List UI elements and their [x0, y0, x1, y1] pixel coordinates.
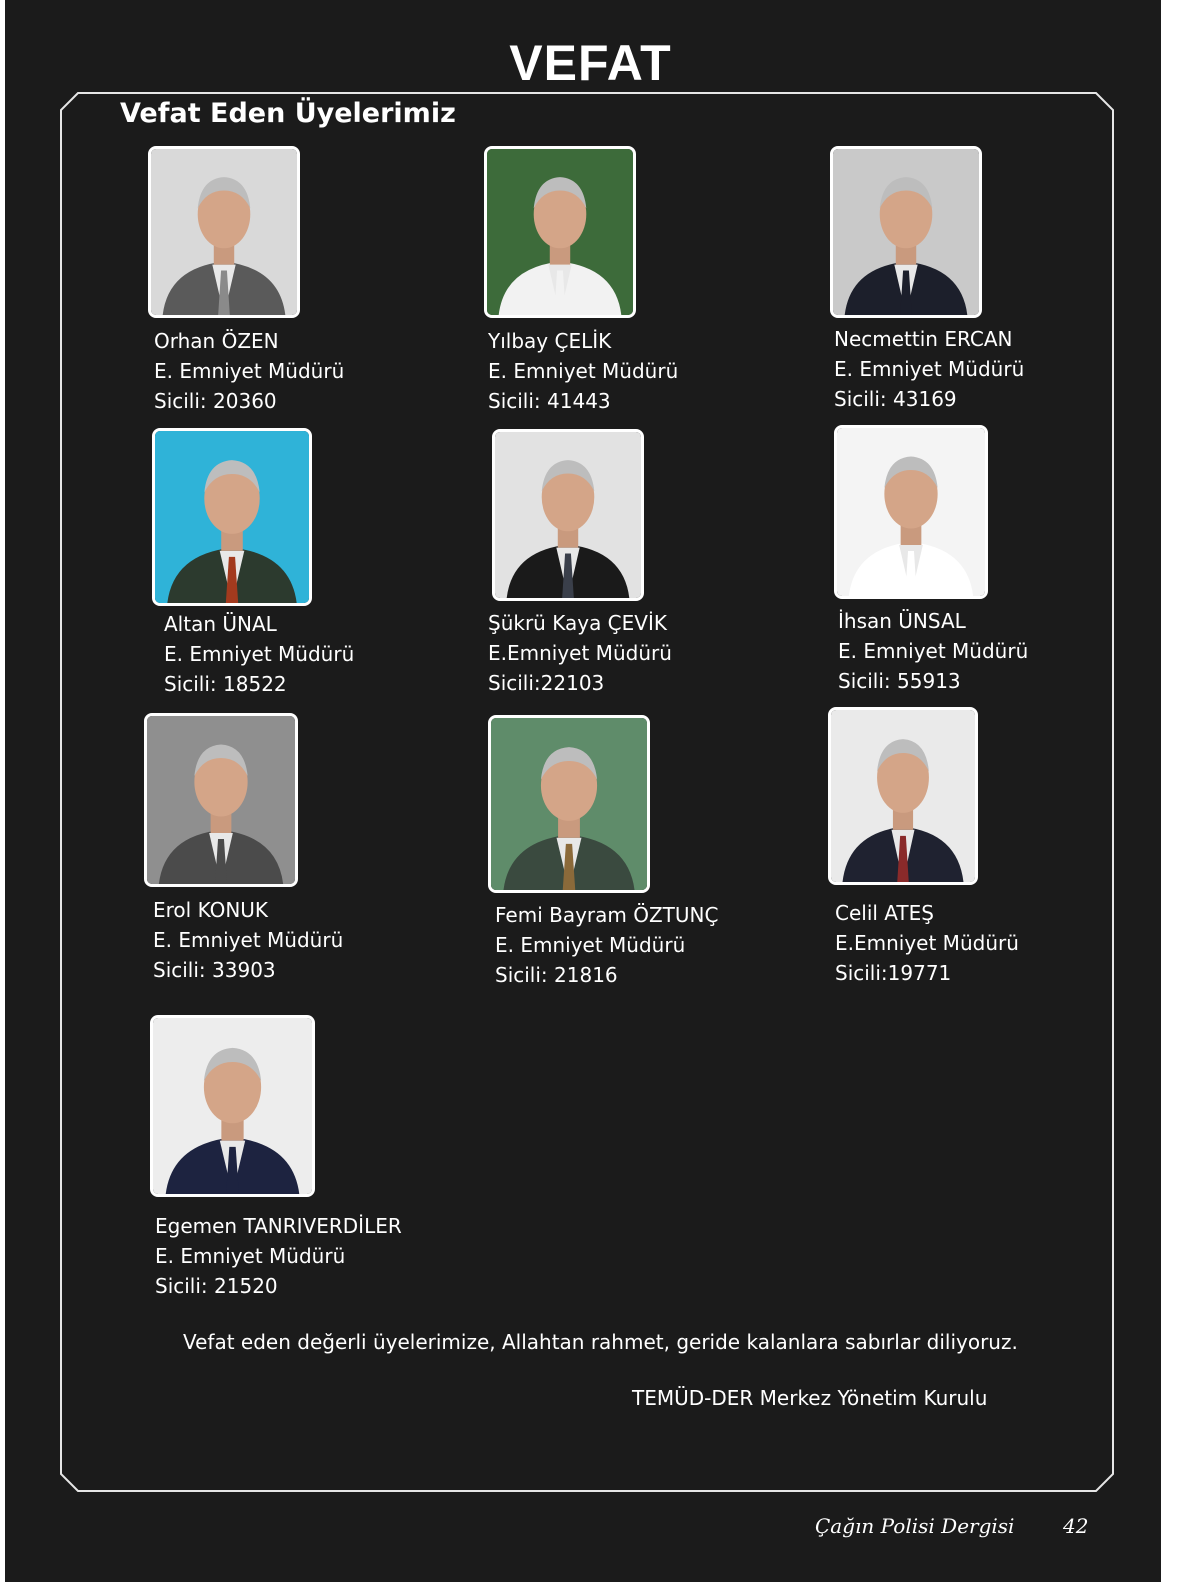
member-name: Necmettin ERCAN — [834, 327, 1013, 351]
member-info — [164, 609, 354, 699]
member-name: Yılbay ÇELİK — [488, 329, 612, 353]
condolence-message: Vefat eden değerli üyelerimize, Allahtan rahmet, geride kalanlara sabırlar diliyoruz. — [183, 1330, 1018, 1354]
member-name: Egemen TANRIVERDİLER — [155, 1214, 402, 1238]
member-title: E. Emniyet Müdürü — [153, 928, 344, 952]
member-title: E. Emniyet Müdürü — [834, 357, 1025, 381]
member-photo — [834, 425, 988, 599]
member-registry: Sicili: 21816 — [495, 963, 618, 987]
member-info — [153, 895, 343, 985]
member-info — [488, 326, 678, 416]
member-photo — [492, 429, 644, 601]
member-name: İhsan ÜNSAL — [838, 609, 966, 633]
member-registry: Sicili: 21520 — [155, 1274, 278, 1298]
member-name: Femi Bayram ÖZTUNÇ — [495, 903, 719, 927]
member-photo — [484, 146, 636, 318]
member-name: Erol KONUK — [153, 898, 269, 922]
member-photo — [150, 1015, 315, 1197]
member-info — [155, 1211, 402, 1301]
member-title: E. Emniyet Müdürü — [838, 639, 1029, 663]
member-registry: Sicili: 41443 — [488, 389, 611, 413]
member-registry: Sicili:22103 — [488, 671, 605, 695]
signature-line: TEMÜD-DER Merkez Yönetim Kurulu — [632, 1386, 988, 1410]
member-name: Altan ÜNAL — [164, 612, 277, 636]
magazine-title: Çağın Polisi Dergisi — [815, 1514, 1015, 1538]
member-photo — [144, 713, 298, 887]
member-title: E. Emniyet Müdürü — [495, 933, 686, 957]
member-title: E. Emniyet Müdürü — [155, 1244, 346, 1268]
member-registry: Sicili: 18522 — [164, 672, 287, 696]
member-registry: Sicili: 55913 — [838, 669, 961, 693]
section-title: Vefat Eden Üyelerimiz — [120, 98, 456, 129]
member-photo — [488, 715, 650, 893]
member-name: Şükrü Kaya ÇEVİK — [488, 611, 667, 635]
page-heading: VEFAT — [509, 35, 672, 91]
member-name: Orhan ÖZEN — [154, 329, 279, 353]
member-photo — [148, 146, 300, 318]
member-photo — [828, 707, 978, 885]
member-registry: Sicili: 20360 — [154, 389, 277, 413]
member-title: E.Emniyet Müdürü — [835, 931, 1019, 955]
member-name: Celil ATEŞ — [835, 901, 934, 925]
member-info — [495, 900, 718, 990]
member-info — [834, 324, 1024, 414]
member-title: E.Emniyet Müdürü — [488, 641, 672, 665]
member-photo — [152, 428, 312, 606]
page-number: 42 — [1063, 1514, 1089, 1538]
member-registry: Sicili: 33903 — [153, 958, 276, 982]
member-photo — [830, 146, 982, 318]
member-info — [835, 898, 1019, 988]
member-title: E. Emniyet Müdürü — [154, 359, 345, 383]
member-registry: Sicili: 43169 — [834, 387, 957, 411]
member-info — [154, 326, 344, 416]
member-title: E. Emniyet Müdürü — [488, 359, 679, 383]
member-title: E. Emniyet Müdürü — [164, 642, 355, 666]
member-info — [488, 608, 672, 698]
member-registry: Sicili:19771 — [835, 961, 952, 985]
member-info — [838, 606, 1028, 696]
